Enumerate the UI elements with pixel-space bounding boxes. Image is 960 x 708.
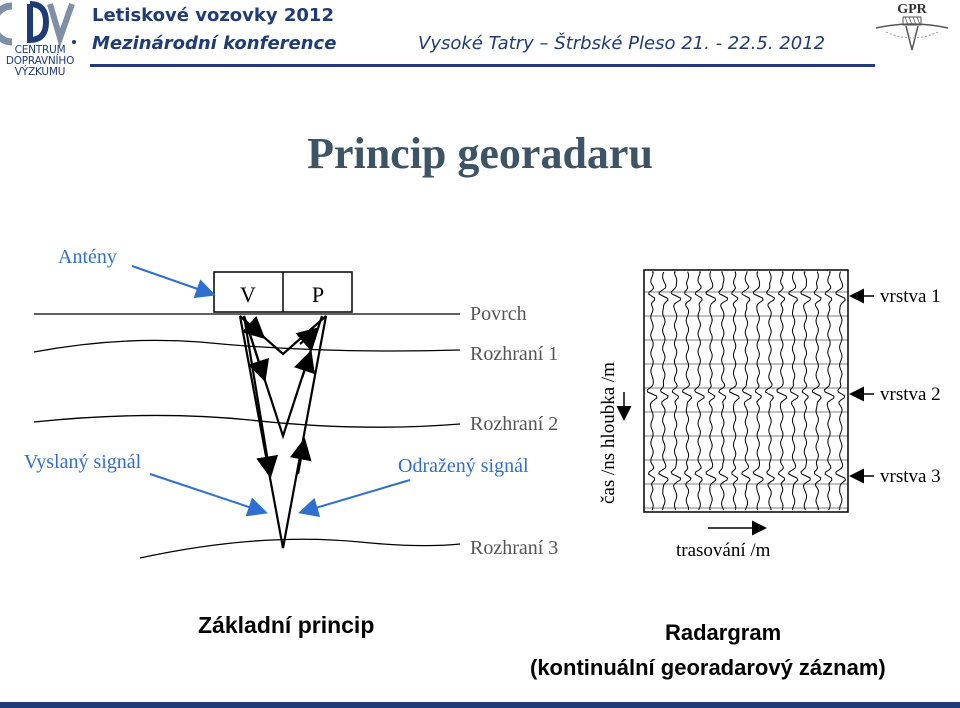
gpr-logo xyxy=(872,0,952,60)
footer-divider xyxy=(0,702,960,708)
header-divider xyxy=(90,64,875,67)
interface-3-label: Rozhraní 3 xyxy=(470,537,559,559)
event-type: Mezinárodní konference xyxy=(92,33,337,54)
caption-radargram: Radargram xyxy=(665,620,782,645)
reflected-signal-arrow xyxy=(302,480,410,512)
interface-1-label: Rozhraní 1 xyxy=(470,343,559,365)
reflected-signal-label: Odražený signál xyxy=(398,455,529,477)
logo-line-2: DOPRAVNÍHO xyxy=(5,55,75,67)
ray-interface-3 xyxy=(240,316,326,548)
caption-basic-principle: Základní princip xyxy=(198,612,375,638)
gpr-principle-diagram xyxy=(0,232,960,580)
interface-2-label: Rozhraní 2 xyxy=(470,413,559,435)
layer-1-label: vrstva 1 xyxy=(880,286,941,307)
cdv-logo-mark xyxy=(0,0,80,50)
gpr-logo-text: GPR xyxy=(897,2,927,17)
sent-signal-label: Vyslaný signál xyxy=(24,451,142,473)
caption-radargram-detail: (kontinuální georadarový záznam) xyxy=(530,655,886,680)
logo-line-3: VÝZKUMU xyxy=(14,66,66,78)
antenna-boxes xyxy=(214,272,352,312)
sent-signal-arrow xyxy=(150,474,264,512)
ray-paths xyxy=(240,316,326,548)
radargram xyxy=(598,270,941,561)
event-location-date: Vysoké Tatry – Štrbské Pleso 21. - 22.5. 2012 xyxy=(418,33,826,54)
event-title: Letiskové vozovky 2012 xyxy=(92,5,334,26)
antenna-v-label: V xyxy=(240,282,256,307)
surface-label: Povrch xyxy=(470,303,527,325)
cdv-logo xyxy=(0,0,80,84)
antenna-p-label: P xyxy=(311,282,325,307)
radargram-x-axis-label: trasování /m xyxy=(676,540,771,561)
layer-3-label: vrstva 3 xyxy=(880,466,941,487)
antenna-label: Antény xyxy=(58,246,117,268)
logo-line-1: CENTRUM xyxy=(14,44,66,56)
page-title: Princip georadaru xyxy=(307,129,653,178)
interface-2-line xyxy=(34,415,460,427)
layer-2-label: vrstva 2 xyxy=(880,384,941,405)
interface-3-line xyxy=(140,539,460,558)
antenna-arrow xyxy=(132,266,212,294)
radargram-y-axis-label: čas /ns hloubka /m xyxy=(598,362,619,504)
